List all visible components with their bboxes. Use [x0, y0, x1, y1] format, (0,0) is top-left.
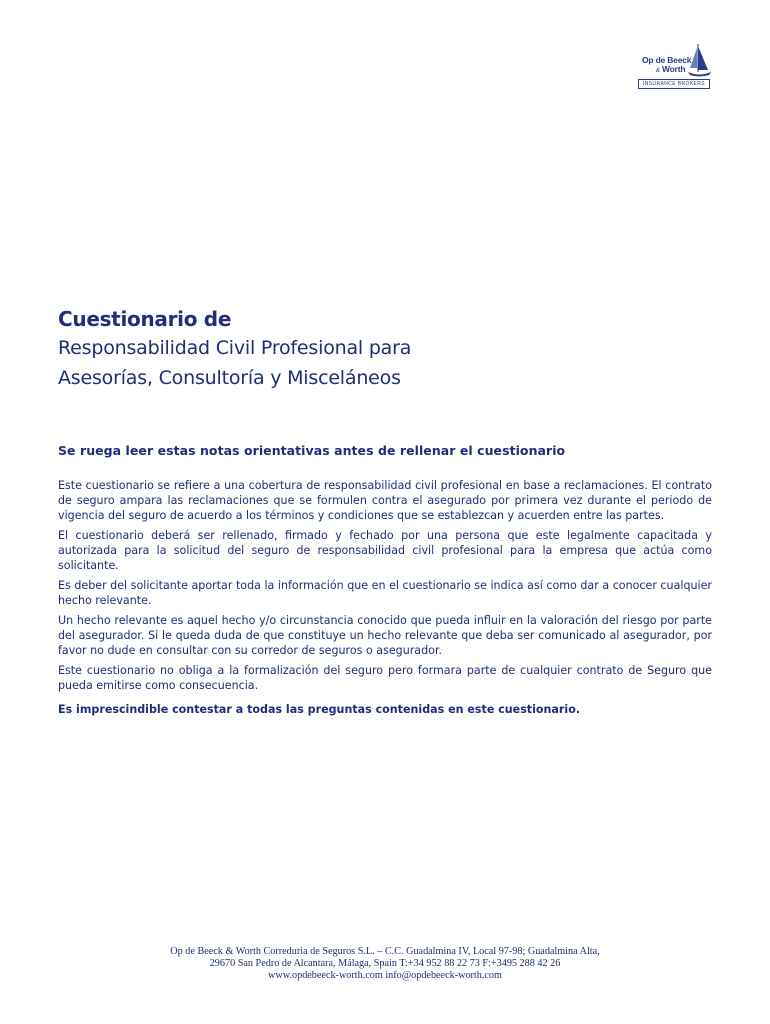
page-subtitle-line1: Responsabilidad Civil Profesional para [58, 337, 412, 359]
notes-paragraph: Es deber del solicitante aportar toda la información que en el cuestionario se indica así como dar a conocer cualquier hecho relevante. [58, 579, 712, 607]
notes-paragraph: Este cuestionario no obliga a la formalización del seguro pero formara parte de cualquier contrato de Seguro que pueda emitirse como consecuencia. [58, 664, 712, 692]
logo-name-line1: Op de Beeck [642, 55, 692, 65]
notes-body [58, 478, 712, 722]
notes-heading: Se ruega leer estas notas orientativas antes de rellenar el cuestionario [58, 443, 566, 458]
footer-web-line: www.opdebeeck-worth.com info@opdebeeck-worth.com [268, 970, 502, 981]
page-footer [0, 946, 770, 982]
page-title: Cuestionario de [58, 307, 232, 331]
notes-paragraph: Un hecho relevante es aquel hecho y/o circunstancia conocido que pueda influir en la valoración del riesgo por parte del asegurador. Si le queda duda de que constituye un hecho relevante que deba ser comunicado al asegurador, por favor no dude en consultar con su corredor de seguros o asegurador. [58, 614, 712, 657]
logo-name-line2: & Worth [656, 64, 686, 74]
notes-paragraph: Este cuestionario se refiere a una cobertura de responsabilidad civil profesional en base a reclamaciones. El contrato de seguro ampara las reclamaciones que se formulen contra el asegurado por primera vez durante el periodo de vigencia del seguro de acuerdo a los términos y condiciones que se establezcan y acuerden entre las partes. [58, 479, 712, 522]
footer-address-line1: Op de Beeck & Worth Correduria de Seguros S.L. – C.C. Guadalmina IV, Local 97-98; Guadalmina Alta, [170, 946, 600, 957]
logo-tagline: INSURANCE BROKERS [638, 79, 710, 89]
footer-address-line2: 29670 San Pedro de Alcantara, Málaga, Spain T:+34 952 88 22 73 F:+3495 288 42 26 [209, 958, 561, 969]
notes-paragraph: El cuestionario deberá ser rellenado, firmado y fechado por una persona que este legalmente capacitada y autorizada para la solicitud del seguro de responsabilidad civil profesional para la empresa que actúa como solicitante. [58, 529, 712, 572]
page-subtitle-line2: Asesorías, Consultoría y Misceláneos [58, 367, 401, 389]
company-logo [638, 42, 714, 92]
ship-icon [686, 42, 712, 78]
notes-closing: Es imprescindible contestar a todas las preguntas contenidas en este cuestionario. [58, 703, 581, 716]
